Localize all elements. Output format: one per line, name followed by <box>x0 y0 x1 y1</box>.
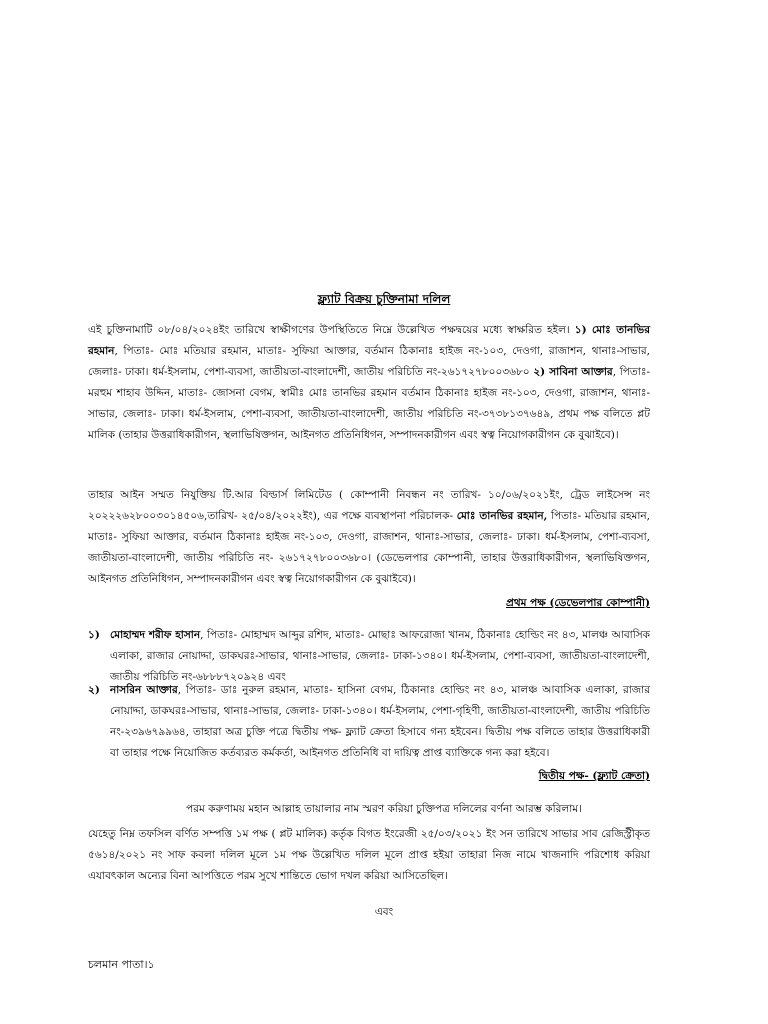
buyer-2-body <box>110 680 650 764</box>
page-footer: চলমান পাতা।১ <box>88 958 155 971</box>
document-title: ফ্ল্যাট বিক্রয় চুক্তিনামা দলিল <box>317 292 451 306</box>
developer-text: তাহার আইন সম্মত নিযুক্তিয় টি.আর বিল্ডার্স লিমিটেড ( কোম্পানী নিবন্ধন নং তারিখ- ১০/০৬/২০২১ইং, ট্রেড লাইসেন্স নং ২০২২২৬২৮০০৩০১৪৫০৬,তারিখ- ২৫/০৪/২০২২ইং), এর পক্ষে ব্যবস্থাপনা পরিচালক- <box>88 489 650 522</box>
buyer-1-entry <box>88 625 650 688</box>
buyer-1-name: মোহাম্মদ শরীফ হাসান <box>110 629 201 641</box>
developer-paragraph <box>88 485 650 590</box>
buyer-2-name: নাসরিন আক্তার <box>110 684 178 696</box>
intro-text-end: , পিতাঃ- মরহুম শাহাব উদ্দিন, মাতাঃ- জোসনা বেগম, স্বামীঃ মোঃ তানভির রহমান বর্তমান ঠিকানাঃ হাইজ নং-১০৩, দেওগা, রাজাশন, থানাঃ-সাভার, জেলাঃ- ঢাকা। ধর্ম-ইসলাম, পেশা-ব্যবসা, জাতীয়তা-বাংলাদেশী, জাতীয় পরিচিতি নং-৩৭৩৮১৩৭৬৪৯, প্রথম পক্ষ বলিতে প্লট মালিক (তাহার উত্তরাধিকারীগন, স্থলাভিষিক্তগন, আইনগত প্রতিনিধিগন, সম্পাদনকারীগন এবং স্বত্ব নিয়োগকারীগন কে বুঝাইবে)। <box>88 366 650 441</box>
buyer-2-details: , পিতাঃ- ডাঃ নুরুল রহমান, মাতাঃ- হাসিনা বেগম, ঠিকানাঃ হোল্ডিং নং ৪৩, মালঞ্চ আবাসিক এলাকা, রাজার নোয়াদ্দা, ডাকঘরঃ-সাভার, থানাঃ-সাভার, জেলাঃ- ঢাকা-১৩৪০। ধর্ম-ইসলাম, পেশা-গৃহিণী, জাতীয়তা-বাংলাদেশী, জাতীয় পরিচিতি নং-২৩৯৬৭৯৯৬৪, তাহারা অত্র চুক্তি পত্রে দ্বিতীয় পক্ষ- ফ্ল্যাট ক্রেতা হিসাবে গন্য হইবেন। দ্বিতীয় পক্ষ বলিতে তাহার উত্তরাধিকারী বা তাহার পক্ষে নিয়োজিত কর্তব্যরত কর্মকর্তা, আইনগত প্রতিনিধি বা দায়িত্ব প্রাপ্ত ব্যাক্তিকে গন্য করা হইবে। <box>110 684 650 759</box>
intro-text: এই চুক্তিনামাটি ০৮/০৪/২০২৪ইং তারিখে স্বাক্ষীগণের উপস্থিতিতে নিম্নে উল্লেখিত পক্ষদ্বয়ের মধ্যে স্বাক্ষরিত হইল। <box>88 324 575 336</box>
buyer-1-number: ১) <box>88 629 100 641</box>
intro-text-mid: , পিতাঃ- মোঃ মতিয়ার রহমান, মাতাঃ- সুফিয়া আক্তার, বর্তমান ঠিকানাঃ হাইজ নং-১০৩, দেওগা, রাজাশন, থানাঃ-সাভার, জেলাঃ- ঢাকা। ধর্ম-ইসলাম, পেশা-ব্যবসা, জাতীয়তা-বাংলাদেশী, জাতীয় পরিচিতি নং-২৬১৭২৭৮০০৩৬৮০ <box>88 345 650 378</box>
second-party-label: দ্বিতীয় পক্ষ- (ফ্ল্যাট ক্রেতা) <box>538 770 650 782</box>
buyer-2-number: ২) <box>88 684 100 696</box>
buyer-2-entry <box>88 680 650 764</box>
party-name-tanvir: ১) মোঃ তানভির রহমান <box>88 324 650 357</box>
invocation-line: পরম করুণাময় মহান আল্লাহ তায়ালার নাম স্মরণ করিয়া চুক্তিপত্র দলিলের বর্ণনা আরম্ভ করিলাম। <box>186 803 582 815</box>
continuation-and: এবং <box>374 906 394 918</box>
managing-director-name: মোঃ তানভির রহমান, <box>456 510 548 522</box>
buyer-1-body <box>110 625 650 688</box>
buyer-1-details: , পিতাঃ- মোহাম্মদ আব্দুর রশিদ, মাতাঃ- মোছাঃ আফরোজা খানম, ঠিকানাঃ হোল্ডিং নং ৪৩, মালঞ্চ আবাসিক এলাকা, রাজার নোয়াদ্দা, ডাকঘরঃ-সাভার, থানাঃ-সাভার, জেলাঃ- ঢাকা-১৩৪০। ধর্ম-ইসলাম, পেশা-ব্যবসা, জাতীয়তা-বাংলাদেশী, জাতীয় পরিচিতি নং-৬৮৮৮৭২০৯২৪ এবং <box>110 629 650 683</box>
intro-paragraph <box>88 320 650 446</box>
first-party-label: প্রথম পক্ষ (ডেভেলপার কোম্পানী) <box>506 597 650 609</box>
developer-text-end: পিতাঃ- মতিয়ার রহমান, মাতাঃ- সুফিয়া আক্তার, বর্তমান ঠিকানাঃ হাইজ নং-১০৩, দেওগা, রাজাশন, থানাঃ-সাভার, জেলাঃ- ঢাকা। ধর্ম-ইসলাম, পেশা-ব্যবসা, জাতীয়তা-বাংলাদেশী, জাতীয় পরিচিতি নং- ২৬১৭২৭৮০০৩৬৮০। (ডেভেলপার কোম্পানী, তাহার উত্তরাধিকারীগন, স্থলাভিষিক্তগন, আইনগত প্রতিনিধিগন, সম্পাদনকারীগন এবং স্বত্ব নিয়োগকারীগন কে বুঝাইবে)। <box>88 510 650 585</box>
party-name-sabina: ২) সাবিনা আক্তার <box>533 366 613 378</box>
property-paragraph: যেহেতু নিম্ন তফসিল বর্ণিত সম্পত্তি ১ম পক্ষ ( প্লট মালিক) কর্তৃক বিগত ইংরেজী ২৫/০৩/২০২১ ইং সন তারিখে সাভার সাব রেজিস্ট্রীকৃত ৫৬১৪/২০২১ নং সাফ কবলা দলিল মূলে ১ম পক্ষ উল্লেখিত দলিল মূলে প্রাপ্ত হইয়া তাহারা নিজ নামে খাজনাদি পরিশোধ করিয়া এযাবৎকাল অন্যের বিনা আপত্তিতে পরম সুখে শান্তিতে ভোগ দখল করিয়া আসিতেছিল। <box>88 828 650 882</box>
